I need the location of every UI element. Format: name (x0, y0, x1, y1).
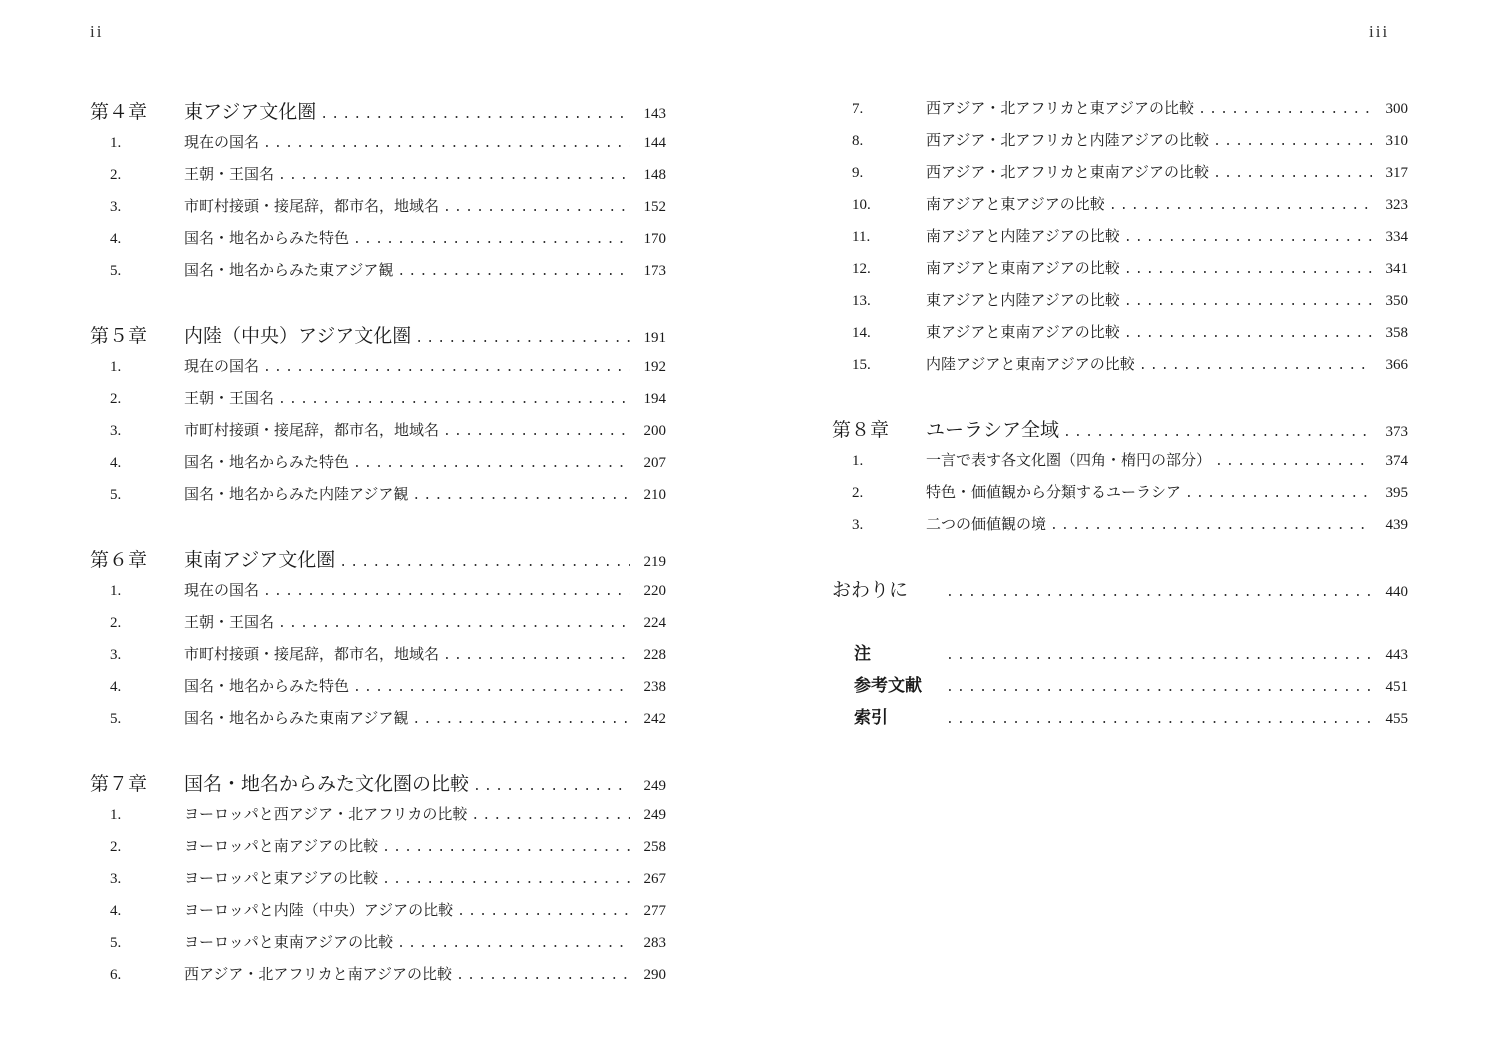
toc-entry (90, 675, 666, 707)
entry-number: 2. (110, 839, 122, 855)
chapter-number: 第７章 (90, 773, 148, 795)
backmatter-entry (832, 671, 1408, 703)
chapter-title: 国名・地名からみた文化圏の比較 (184, 773, 470, 795)
page-number: 173 (643, 263, 666, 279)
entry-title: 国名・地名からみた特色 (184, 229, 350, 247)
toc-entry (832, 449, 1408, 481)
toc-entry (90, 963, 666, 995)
entry-title: 二つの価値観の境 (926, 515, 1047, 533)
section-gap (832, 609, 1408, 639)
entry-title: 西アジア・北アフリカと南アジアの比較 (184, 965, 453, 983)
leader-dots (412, 488, 630, 503)
backmatter-title: 参考文献 (854, 676, 922, 695)
leader-dots (382, 872, 630, 887)
afterword-title: おわりに (832, 579, 909, 601)
section-gap (90, 291, 666, 321)
entry-number: 1. (852, 453, 864, 469)
entry-title: 国名・地名からみた東アジア観 (184, 261, 394, 279)
leader-dots (1124, 294, 1372, 309)
afterword-entry (832, 575, 1408, 609)
right-page-toc (832, 97, 1408, 735)
page-number: 144 (643, 135, 666, 151)
entry-title: 東アジアと東南アジアの比較 (926, 323, 1120, 341)
entry-title: 南アジアと内陸アジアの比較 (926, 227, 1120, 245)
entry-number: 3. (852, 517, 864, 533)
page-number: 249 (643, 778, 666, 794)
entry-number: 2. (110, 615, 122, 631)
chapter-title: 内陸（中央）アジア文化圏 (184, 325, 412, 347)
entry-title: ヨーロッパと内陸（中央）アジアの比較 (184, 901, 454, 919)
entry-number: 6. (110, 967, 122, 983)
entry-title: 南アジアと東南アジアの比較 (926, 259, 1120, 277)
toc-entry (90, 131, 666, 163)
page-number: 350 (1385, 293, 1408, 309)
entry-number: 14. (852, 325, 871, 341)
leader-dots (1050, 518, 1372, 533)
entry-title: 国名・地名からみた東南アジア観 (184, 709, 409, 727)
leader-dots (412, 712, 630, 727)
entry-title: 国名・地名からみた内陸アジア観 (184, 485, 409, 503)
entry-number: 5. (110, 487, 122, 503)
leader-dots (1124, 326, 1372, 341)
leader-dots (457, 904, 630, 919)
page-number: 258 (643, 839, 666, 855)
leader-dots (443, 648, 630, 663)
toc-entry (832, 481, 1408, 513)
entry-number: 12. (852, 261, 871, 277)
entry-number: 3. (110, 199, 122, 215)
page-number: 238 (643, 679, 666, 695)
leader-dots (353, 680, 630, 695)
toc-entry (90, 259, 666, 291)
page-number: 290 (643, 967, 666, 983)
toc-entry (90, 227, 666, 259)
entry-title: 西アジア・北アフリカと内陸アジアの比較 (926, 131, 1210, 149)
entry-number: 8. (852, 133, 864, 149)
page-number: 455 (1385, 711, 1408, 727)
leader-dots (471, 808, 630, 823)
entry-title: 西アジア・北アフリカと東アジアの比較 (926, 99, 1195, 117)
page-number: 283 (643, 935, 666, 951)
toc-entry (832, 129, 1408, 161)
leader-dots (278, 392, 630, 407)
toc-entry (832, 97, 1408, 129)
leader-dots (1124, 230, 1372, 245)
page-number: 220 (643, 583, 666, 599)
page-number: 207 (643, 455, 666, 471)
toc-entry (832, 353, 1408, 385)
leader-dots (443, 200, 630, 215)
leader-dots (946, 680, 1372, 695)
toc-entry (90, 355, 666, 387)
chapter-number: 第５章 (90, 325, 148, 347)
leader-dots (1198, 102, 1372, 117)
leader-dots (382, 840, 630, 855)
backmatter-title: 注 (854, 644, 871, 663)
entry-number: 10. (852, 197, 871, 213)
toc-entry (832, 513, 1408, 545)
page-number: 170 (643, 231, 666, 247)
leader-dots (415, 331, 630, 346)
toc-entry (90, 195, 666, 227)
toc-entry (90, 419, 666, 451)
entry-number: 4. (110, 679, 122, 695)
chapter-number: 第６章 (90, 549, 148, 571)
leader-dots (397, 936, 630, 951)
toc-entry (90, 707, 666, 739)
entry-number: 1. (110, 583, 122, 599)
entry-number: 2. (110, 167, 122, 183)
leader-dots (263, 360, 630, 375)
page-number: 194 (643, 391, 666, 407)
toc-entry (90, 643, 666, 675)
toc-entry (90, 899, 666, 931)
backmatter-entry (832, 703, 1408, 735)
page-number: 395 (1385, 485, 1408, 501)
leader-dots (946, 712, 1372, 727)
leader-dots (1063, 425, 1372, 440)
leader-dots (263, 584, 630, 599)
page-number: 440 (1385, 584, 1408, 600)
toc-entry (90, 835, 666, 867)
toc-entry (832, 257, 1408, 289)
entry-title: 内陸アジアと東南アジアの比較 (926, 355, 1135, 373)
page-number: 148 (643, 167, 666, 183)
entry-number: 5. (110, 711, 122, 727)
toc-entry (832, 193, 1408, 225)
page-number: 373 (1385, 424, 1408, 440)
page-number: 143 (643, 106, 666, 122)
chapter-heading (90, 97, 666, 131)
entry-title: 市町村接頭・接尾辞，都市名，地域名 (184, 421, 440, 439)
section-gap (90, 515, 666, 545)
left-page-toc (90, 97, 666, 995)
entry-title: 現在の国名 (184, 133, 260, 151)
entry-title: 王朝・王国名 (184, 389, 275, 407)
page-number: 210 (643, 487, 666, 503)
leader-dots (1139, 358, 1372, 373)
entry-title: ヨーロッパと東アジアの比較 (184, 869, 379, 887)
leader-dots (1215, 454, 1372, 469)
chapter-number: 第４章 (90, 101, 148, 123)
toc-entry (90, 867, 666, 899)
entry-number: 9. (852, 165, 864, 181)
toc-entry (90, 803, 666, 835)
page-number: 358 (1385, 325, 1408, 341)
toc-entry (90, 579, 666, 611)
toc-entry (90, 387, 666, 419)
entry-number: 4. (110, 903, 122, 919)
entry-number: 1. (110, 135, 122, 151)
page-number: 277 (643, 903, 666, 919)
leader-dots (443, 424, 630, 439)
page-number: 228 (643, 647, 666, 663)
entry-number: 5. (110, 935, 122, 951)
leader-dots (353, 232, 630, 247)
leader-dots (946, 648, 1372, 663)
leader-dots (1213, 134, 1372, 149)
leader-dots (473, 779, 630, 794)
page-number: 267 (643, 871, 666, 887)
left-folio: ii (90, 22, 104, 41)
entry-number: 1. (110, 359, 122, 375)
chapter-heading (832, 415, 1408, 449)
chapter-title: 東アジア文化圏 (184, 101, 317, 123)
page-number: 249 (643, 807, 666, 823)
page-number: 439 (1385, 517, 1408, 533)
page-number: 192 (643, 359, 666, 375)
entry-title: 東アジアと内陸アジアの比較 (926, 291, 1120, 309)
leader-dots (1124, 262, 1372, 277)
entry-title: 特色・価値観から分類するユーラシア (926, 483, 1182, 501)
leader-dots (278, 168, 630, 183)
page-number: 219 (643, 554, 666, 570)
leader-dots (1109, 198, 1372, 213)
page-number: 366 (1385, 357, 1408, 373)
toc-entry (90, 611, 666, 643)
entry-number: 13. (852, 293, 871, 309)
chapter-number: 第８章 (832, 419, 890, 441)
page-number: 323 (1385, 197, 1408, 213)
entry-title: ヨーロッパと西アジア・北アフリカの比較 (184, 805, 468, 823)
leader-dots (320, 107, 630, 122)
toc-entry (832, 289, 1408, 321)
section-gap (90, 739, 666, 769)
page-number: 224 (643, 615, 666, 631)
right-folio: iii (1369, 22, 1390, 41)
entry-number: 2. (852, 485, 864, 501)
toc-entry (90, 451, 666, 483)
toc-entry (832, 161, 1408, 193)
page-number: 152 (643, 199, 666, 215)
entry-number: 4. (110, 455, 122, 471)
chapter-heading (90, 769, 666, 803)
entry-number: 15. (852, 357, 871, 373)
entry-title: ヨーロッパと東南アジアの比較 (184, 933, 394, 951)
leader-dots (1213, 166, 1372, 181)
toc-entry (90, 483, 666, 515)
toc-entry (832, 321, 1408, 353)
section-gap (832, 385, 1408, 415)
toc-entry (832, 225, 1408, 257)
leader-dots (946, 585, 1372, 600)
entry-number: 3. (110, 647, 122, 663)
page-number: 242 (643, 711, 666, 727)
entry-title: 南アジアと東アジアの比較 (926, 195, 1105, 213)
entry-title: 王朝・王国名 (184, 613, 275, 631)
entry-number: 11. (852, 229, 871, 245)
leader-dots (1185, 486, 1372, 501)
page-number: 443 (1385, 647, 1408, 663)
entry-title: 現在の国名 (184, 581, 260, 599)
entry-number: 4. (110, 231, 122, 247)
leader-dots (353, 456, 630, 471)
entry-title: ヨーロッパと南アジアの比較 (184, 837, 379, 855)
page-number: 191 (643, 330, 666, 346)
entry-title: 国名・地名からみた特色 (184, 677, 350, 695)
entry-number: 3. (110, 871, 122, 887)
entry-number: 2. (110, 391, 122, 407)
page-number: 374 (1385, 453, 1408, 469)
page-number: 334 (1385, 229, 1408, 245)
toc-entry (90, 163, 666, 195)
page-number: 310 (1385, 133, 1408, 149)
page-number: 300 (1385, 101, 1408, 117)
backmatter-title: 索引 (854, 708, 888, 727)
leader-dots (456, 968, 630, 983)
page-number: 341 (1385, 261, 1408, 277)
page-number: 200 (643, 423, 666, 439)
entry-number: 5. (110, 263, 122, 279)
backmatter-entry (832, 639, 1408, 671)
leader-dots (397, 264, 630, 279)
chapter-heading (90, 321, 666, 355)
entry-number: 1. (110, 807, 122, 823)
page-number: 317 (1385, 165, 1408, 181)
leader-dots (278, 616, 630, 631)
chapter-title: 東南アジア文化圏 (184, 549, 336, 571)
leader-dots (339, 555, 630, 570)
entry-number: 7. (852, 101, 864, 117)
leader-dots (263, 136, 630, 151)
entry-title: 一言で表す各文化圏（四角・楕円の部分） (926, 451, 1212, 469)
chapter-title: ユーラシア全域 (926, 419, 1060, 441)
entry-number: 3. (110, 423, 122, 439)
entry-title: 西アジア・北アフリカと東南アジアの比較 (926, 163, 1210, 181)
toc-entry (90, 931, 666, 963)
page-number: 451 (1385, 679, 1408, 695)
entry-title: 国名・地名からみた特色 (184, 453, 350, 471)
entry-title: 市町村接頭・接尾辞，都市名，地域名 (184, 197, 440, 215)
entry-title: 現在の国名 (184, 357, 260, 375)
entry-title: 市町村接頭・接尾辞，都市名，地域名 (184, 645, 440, 663)
entry-title: 王朝・王国名 (184, 165, 275, 183)
section-gap (832, 545, 1408, 575)
chapter-heading (90, 545, 666, 579)
